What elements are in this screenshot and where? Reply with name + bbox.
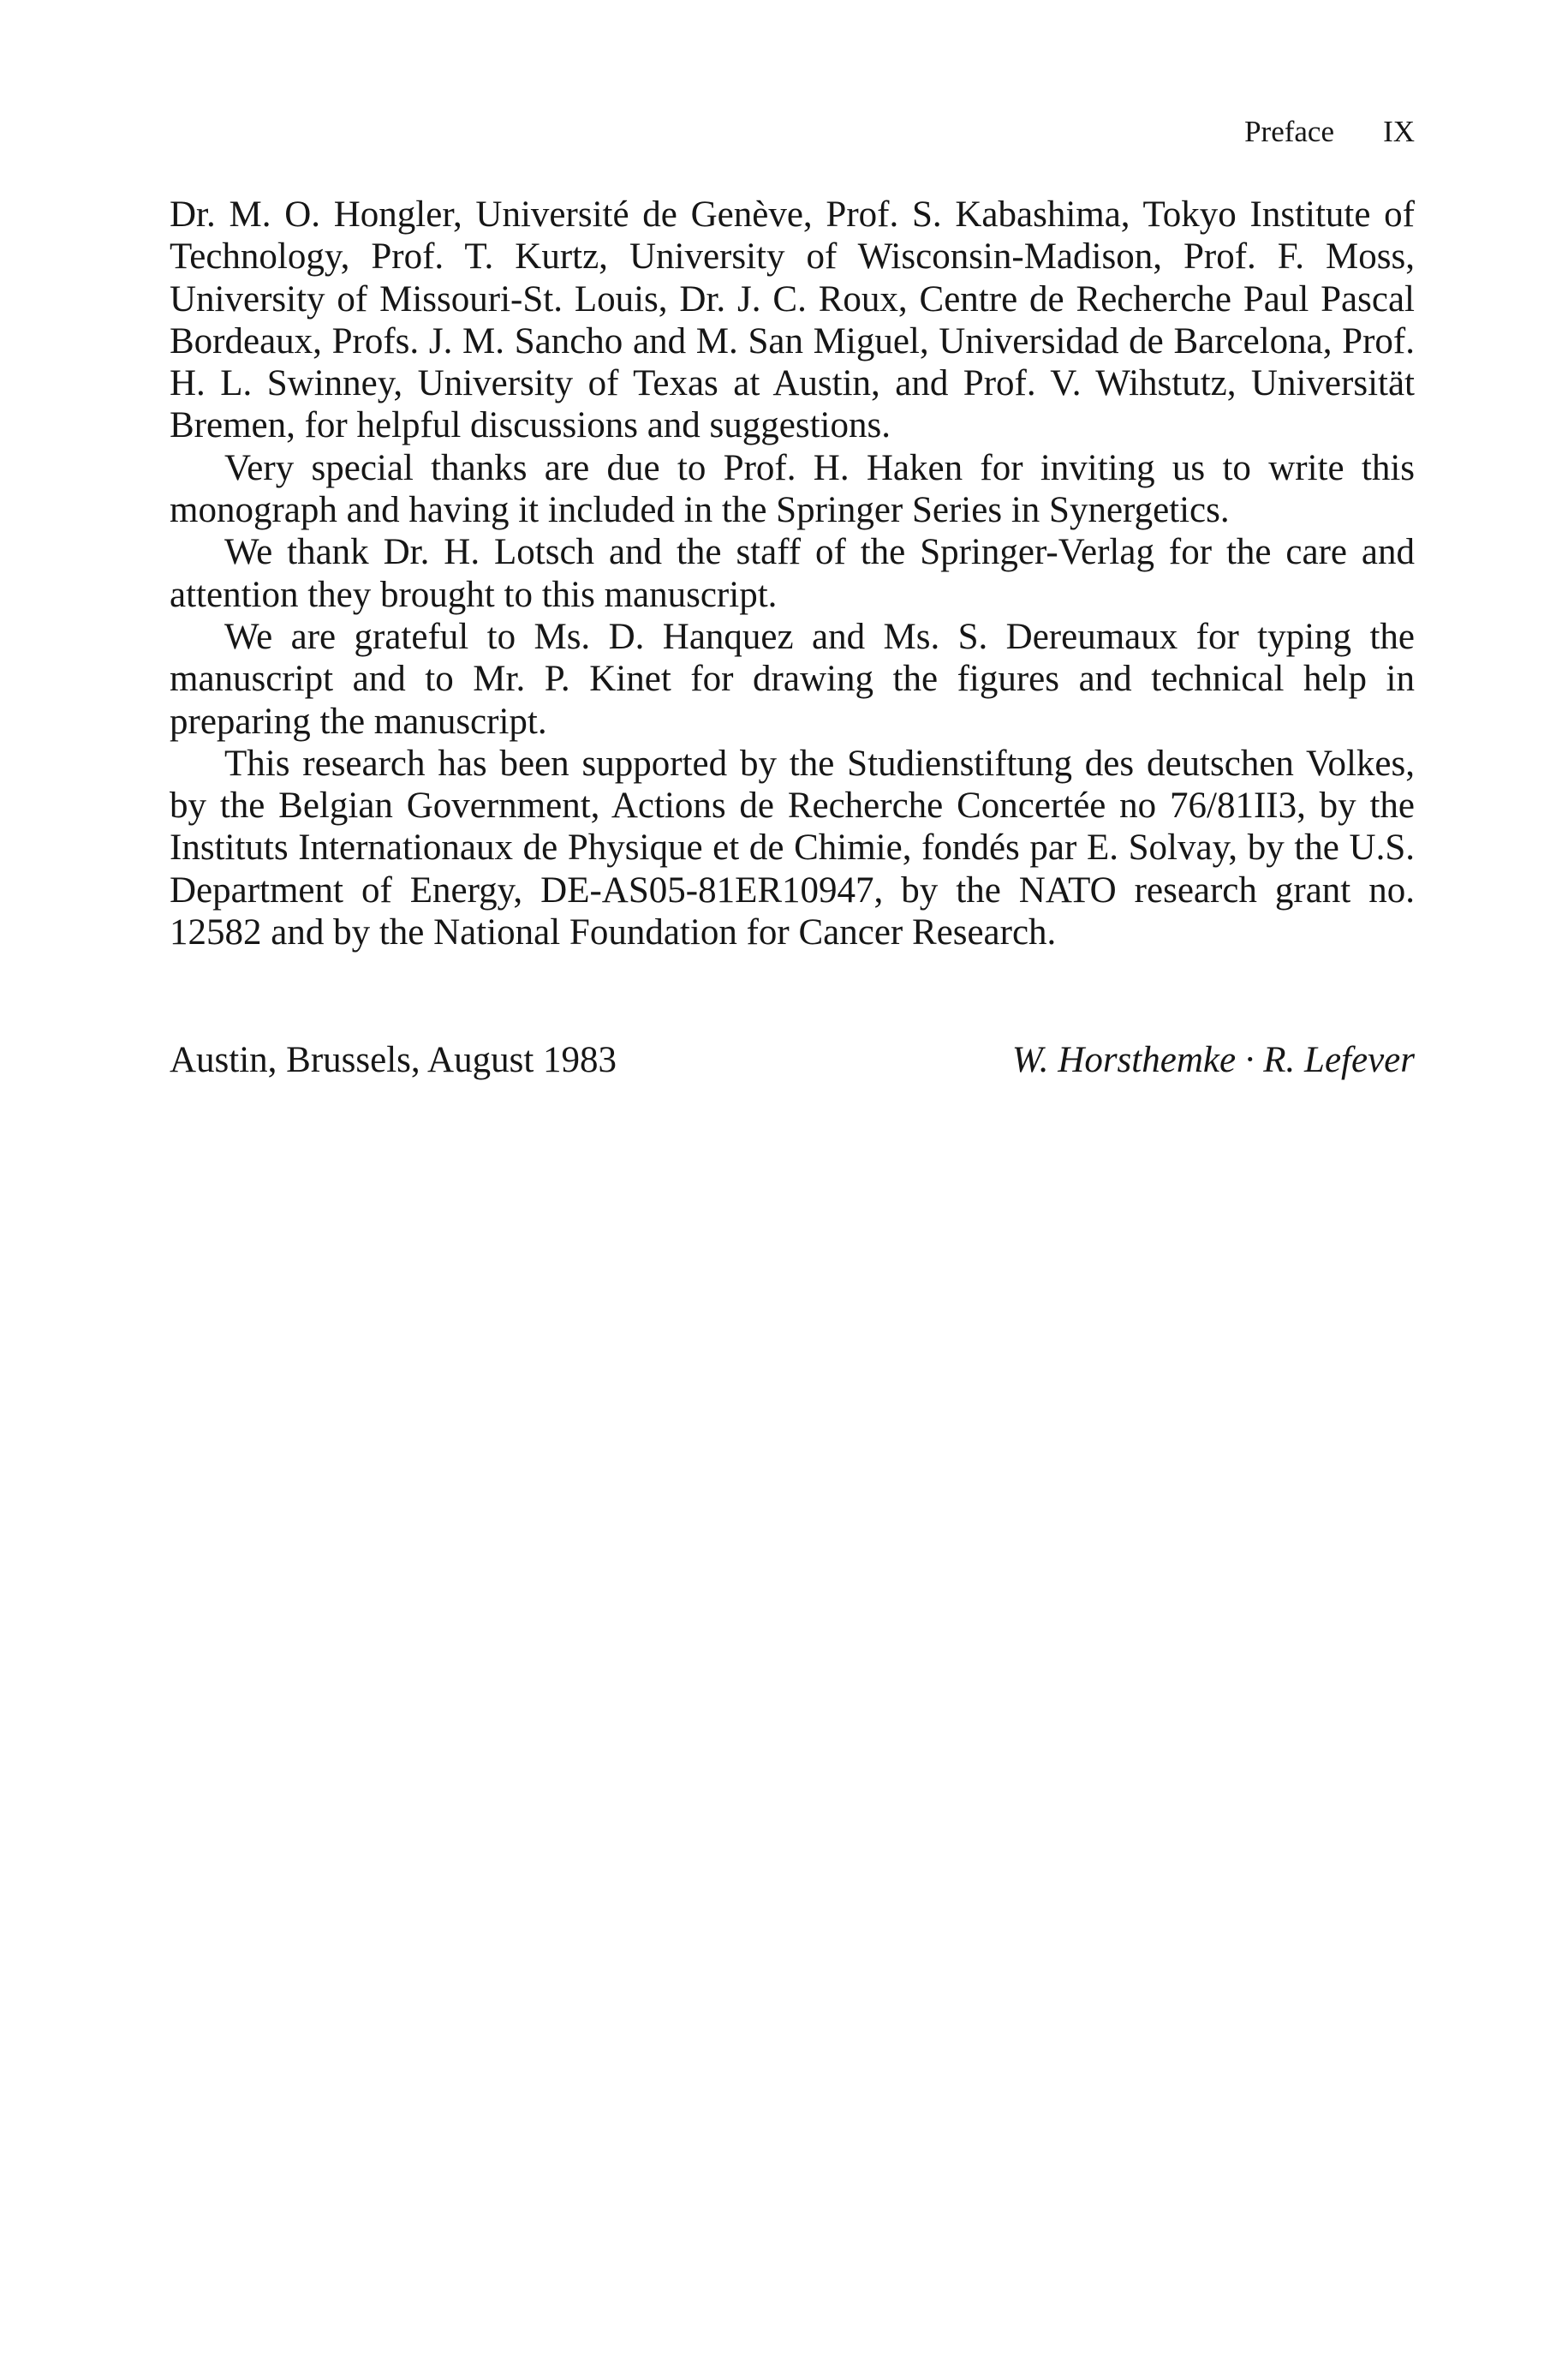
place-date: Austin, Brussels, August 1983	[170, 1040, 617, 1080]
paragraph-haken-thanks: Very special thanks are due to Prof. H. Haken for inviting us to write this monograph and having it included in the Springer Series in Synergetics.	[170, 447, 1415, 531]
section-title: Preface	[1244, 115, 1334, 148]
preface-body	[170, 194, 1415, 953]
paragraph-acknowledgements-continued: Dr. M. O. Hongler, Université de Genève, Prof. S. Kabashima, Tokyo Institute of Technology, Prof. T. Kurtz, University of Wisconsin-Madison, Prof. F. Moss, University of Missouri-St. Louis, Dr. J. C. Roux, Centre de Recherche Paul Pascal Bordeaux, Profs. J. M. Sancho and M. San Miguel, Universidad de Barcelona, Prof. H. L. Swinney, University of Texas at Austin, and Prof. V. Wihstutz, Universität Bremen, for helpful discussions and suggestions.	[170, 194, 1415, 446]
page-number: IX	[1383, 115, 1415, 148]
paragraph-typing-thanks: We are grateful to Ms. D. Hanquez and Ms. S. Dereumaux for typing the manuscript and to Mr. P. Kinet for drawing the figures and technical help in preparing the manuscript.	[170, 616, 1415, 742]
running-head	[170, 115, 1415, 149]
preface-signature	[170, 1037, 1415, 1084]
paragraph-funding: This research has been supported by the Studienstiftung des deutschen Volkes, by the Belgian Government, Actions de Recherche Concertée no 76/81II3, by the Instituts Internationaux de Physique et de Chimie, fondés par E. Solvay, by the U.S. Department of Energy, DE-AS05-81ER10947, by the NATO research grant no. 12582 and by the National Foundation for Cancer Research.	[170, 743, 1415, 953]
author-names: W. Horsthemke · R. Lefever	[1011, 1040, 1415, 1080]
paragraph-springer-thanks: We thank Dr. H. Lotsch and the staff of the Springer-Verlag for the care and attention they brought to this manuscript.	[170, 532, 1415, 615]
